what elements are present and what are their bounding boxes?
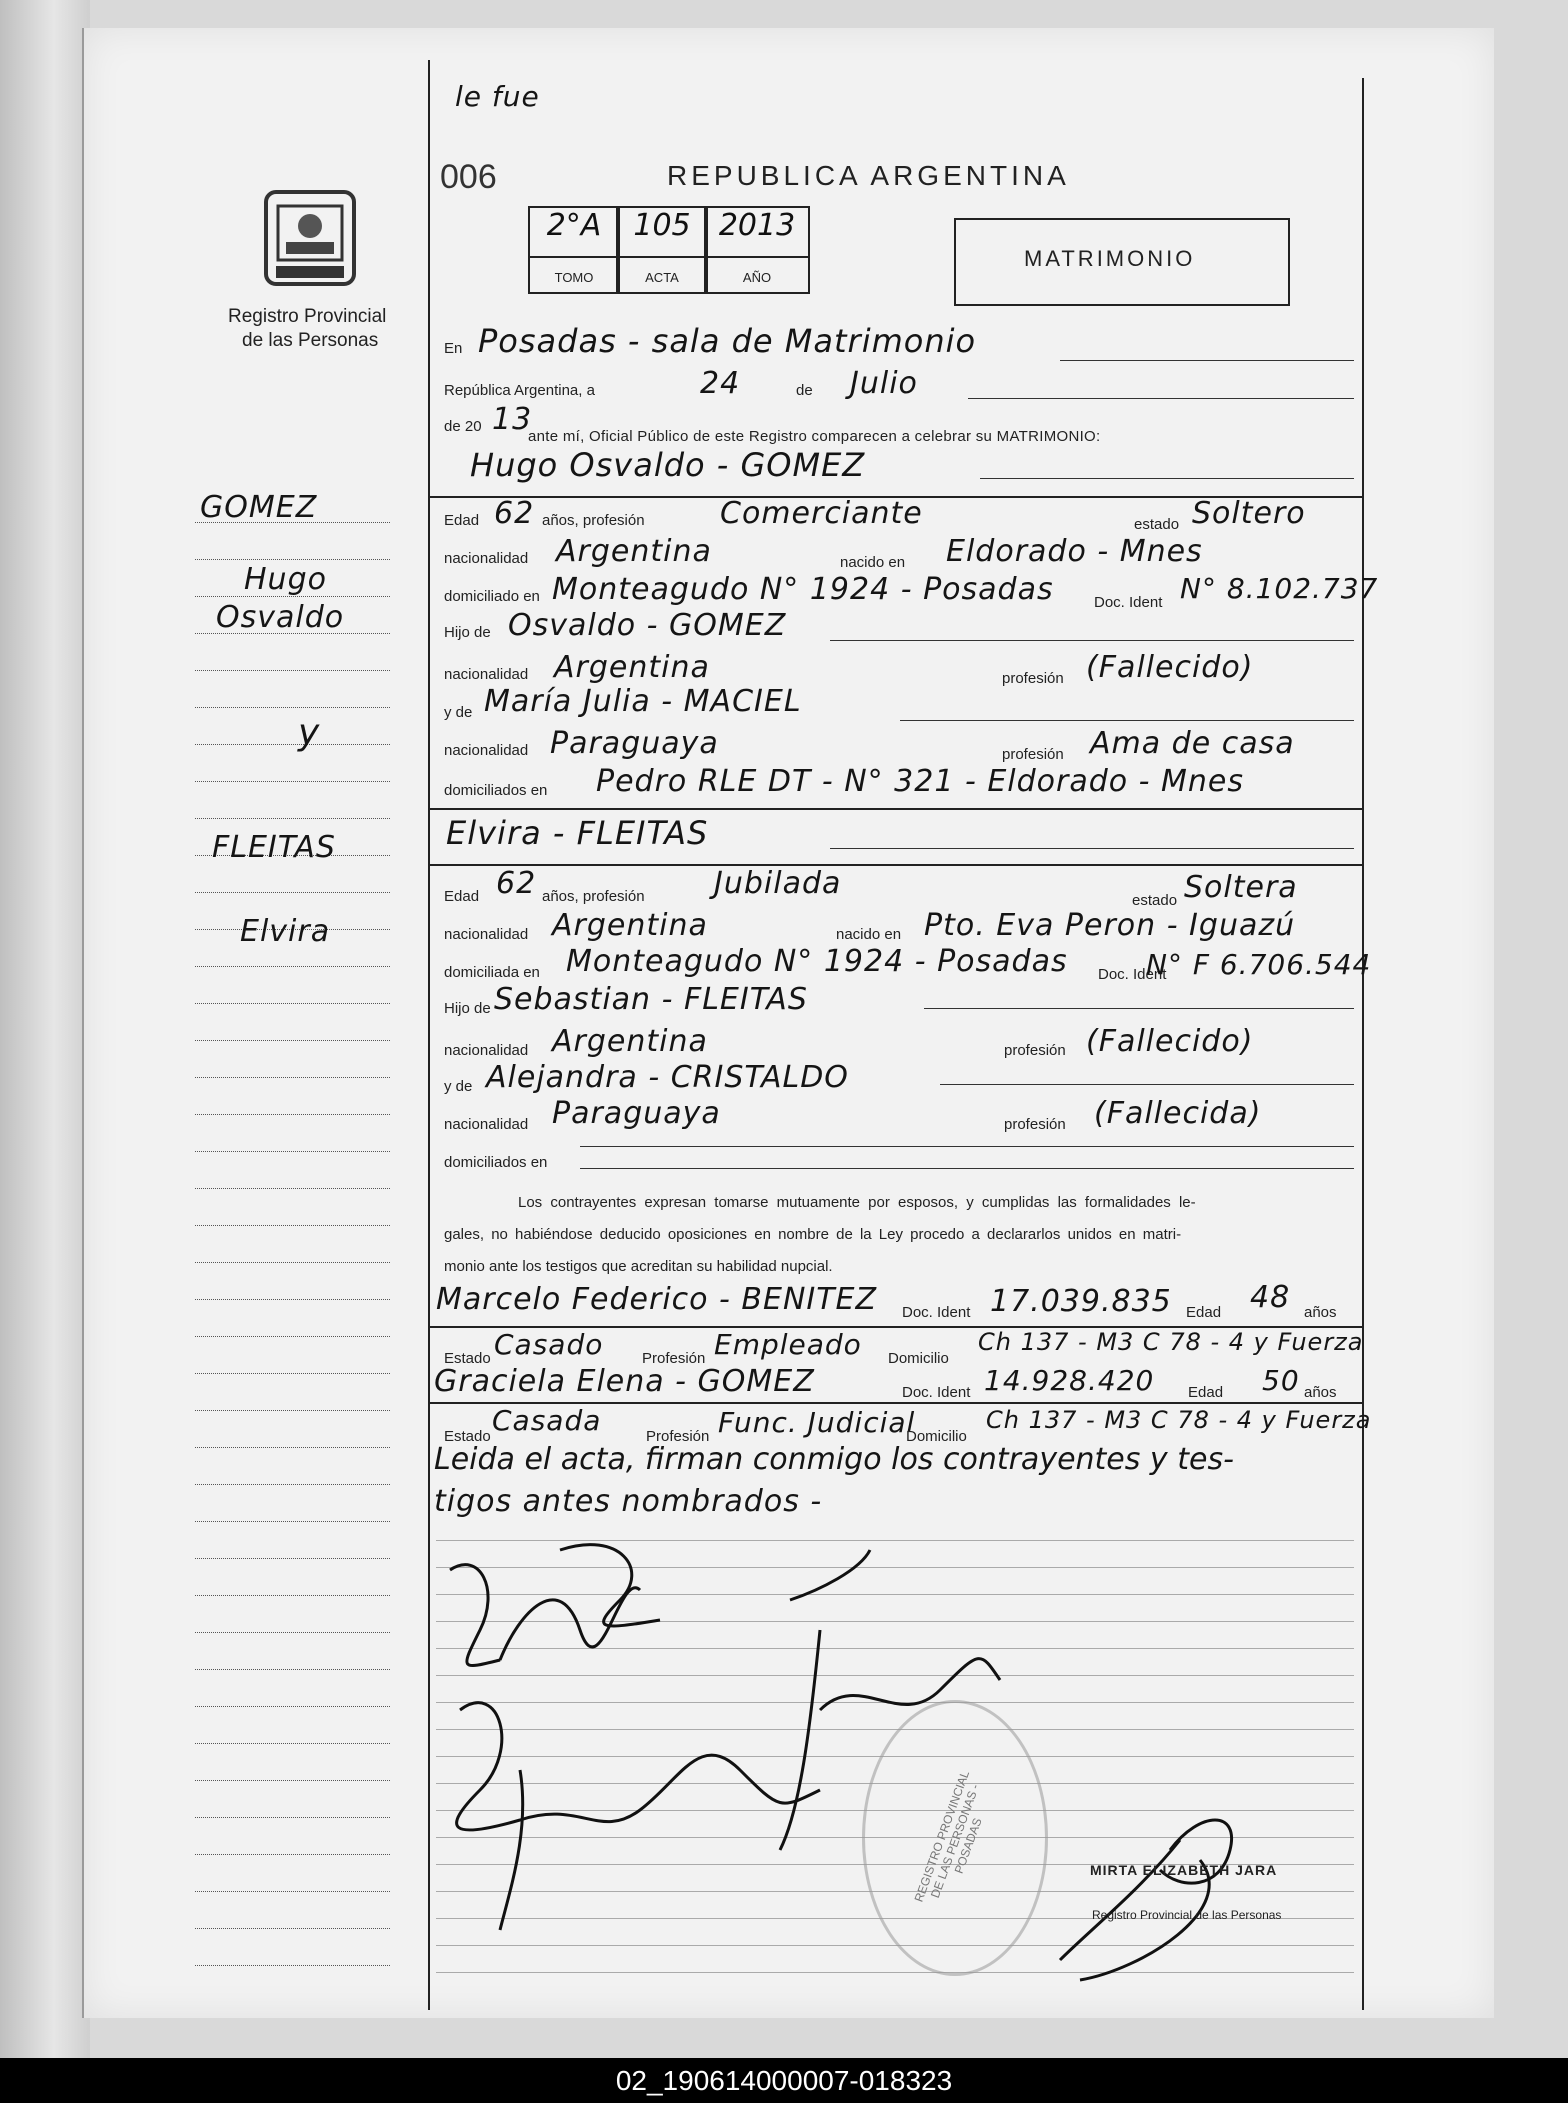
s2-madre-nac: Paraguaya xyxy=(552,1096,721,1131)
margin-dotted-line xyxy=(195,1521,390,1522)
de-label: de xyxy=(796,382,813,399)
en-label: En xyxy=(444,340,463,357)
margin-dotted-line xyxy=(195,1299,390,1300)
margin-dotted-line xyxy=(195,670,390,671)
w2-anios-label: años xyxy=(1304,1384,1337,1401)
s2-madre-line xyxy=(940,1084,1354,1085)
s2-domicilio: Monteagudo N° 1924 - Posadas xyxy=(566,944,1068,979)
w1-edad-label: Edad xyxy=(1186,1304,1222,1321)
acta-label: ACTA xyxy=(645,270,679,285)
s2-edad: 62 xyxy=(496,866,537,901)
margin-dotted-line xyxy=(195,1891,390,1892)
s1-yde-label: y de xyxy=(444,704,473,721)
province-seal-logo xyxy=(262,186,358,290)
formal-text-line2: gales, no habiéndose deducido oposiciones en nombre de la Ley procedo a declararlos unidos en matri- xyxy=(444,1226,1182,1243)
s2-padre-line xyxy=(924,1008,1354,1009)
margin-dotted-line xyxy=(195,1410,390,1411)
image-id-footer: 02_190614000007-018323 xyxy=(0,2058,1568,2103)
day: 24 xyxy=(700,366,741,401)
margin-name1b: Osvaldo xyxy=(216,600,345,635)
w2-prof-label: Profesión xyxy=(646,1428,710,1445)
s1-madre-nac-label: nacionalidad xyxy=(444,742,529,759)
w1-prof-label: Profesión xyxy=(642,1350,706,1367)
s1-padres-dom: Pedro RLE DT - N° 321 - Eldorado - Mnes xyxy=(596,764,1245,799)
margin-dotted-line xyxy=(195,1632,390,1633)
anio-label: AÑO xyxy=(742,270,772,285)
margin-dotted-line xyxy=(195,1262,390,1263)
s2-madre-prof-label: profesión xyxy=(1004,1116,1066,1133)
s1-profesion: Comerciante xyxy=(720,496,923,531)
s1-edad-label: Edad xyxy=(444,512,480,529)
country-title: REPUBLICA ARGENTINA xyxy=(667,160,1070,191)
s2-anios-prof-label: años, profesión xyxy=(542,888,645,905)
margin-dotted-line xyxy=(195,1817,390,1818)
w2-edad-label: Edad xyxy=(1188,1384,1224,1401)
margin-dotted-line xyxy=(195,1854,390,1855)
s1-estado: Soltero xyxy=(1192,496,1306,531)
margin-dotted-line xyxy=(195,1965,390,1966)
s1-hijo-label: Hijo de xyxy=(444,624,491,641)
s1-padre-line xyxy=(830,640,1354,641)
officer-name: MIRTA ELIZABETH JARA xyxy=(1090,1862,1278,1878)
place: Posadas - sala de Matrimonio xyxy=(478,322,977,360)
s2-doms-line2 xyxy=(580,1168,1354,1169)
registry-name-line2: de las Personas xyxy=(242,330,379,351)
s1-nacido: Eldorado - Mnes xyxy=(946,534,1203,569)
margin-dotted-line xyxy=(195,1003,390,1004)
s1-doms-label: domiciliados en xyxy=(444,782,548,799)
margin-dotted-line xyxy=(195,1373,390,1374)
margin-surname1: GOMEZ xyxy=(200,490,318,525)
s2-nac-label: nacionalidad xyxy=(444,926,529,943)
w2-edad: 50 xyxy=(1262,1364,1300,1397)
s1-nacido-label: nacido en xyxy=(840,554,906,571)
w1-profesion: Empleado xyxy=(714,1328,862,1361)
margin-dotted-line xyxy=(195,781,390,782)
s1-madre-prof-label: profesión xyxy=(1002,746,1064,763)
w1-domicilio: Ch 137 - M3 C 78 - 4 y Fuerza xyxy=(978,1328,1364,1356)
margin-surname2: FLEITAS xyxy=(212,830,336,865)
margin-dotted-line xyxy=(195,744,390,745)
s1-domicilio: Monteagudo N° 1924 - Posadas xyxy=(552,572,1054,607)
margin-dotted-line xyxy=(195,1928,390,1929)
margin-name2: Elvira xyxy=(240,914,331,949)
place-line xyxy=(1060,360,1354,361)
w2-estado: Casada xyxy=(492,1404,602,1437)
month-line xyxy=(968,398,1354,399)
s1-padre-prof: (Fallecido) xyxy=(1086,650,1254,685)
left-margin-rule xyxy=(428,60,430,2010)
margin-dotted-line xyxy=(195,1558,390,1559)
anio-cell xyxy=(704,206,810,258)
s2-madre: Alejandra - CRISTALDO xyxy=(486,1060,849,1095)
acta-value: 105 xyxy=(633,208,691,243)
margin-conj: y xyxy=(298,712,321,753)
rep-label: República Argentina, a xyxy=(444,382,595,399)
s2-padre-nac-label: nacionalidad xyxy=(444,1042,529,1059)
stamp-lettering: REGISTRO PROVINCIAL DE LAS PERSONAS - POSADAS xyxy=(911,1768,985,1904)
s2-padre-nac: Argentina xyxy=(552,1024,708,1059)
margin-dotted-line xyxy=(195,707,390,708)
witness2-name: Graciela Elena - GOMEZ xyxy=(434,1364,815,1399)
w1-edad: 48 xyxy=(1250,1280,1291,1315)
officer-title: Registro Provincial de las Personas xyxy=(1092,1908,1282,1922)
w2-dom-label: Domicilio xyxy=(906,1428,967,1445)
margin-dotted-line xyxy=(195,1780,390,1781)
margin-dotted-line xyxy=(195,1669,390,1670)
s1-edad: 62 xyxy=(494,496,535,531)
s1-madre-prof: Ama de casa xyxy=(1090,726,1295,761)
month: Julio xyxy=(850,366,918,401)
binder-edge xyxy=(0,0,90,2058)
closing-line2: tigos antes nombrados - xyxy=(434,1484,823,1519)
s2-nacido-label: nacido en xyxy=(836,926,902,943)
margin-dotted-line xyxy=(195,1484,390,1485)
s2-yde-label: y de xyxy=(444,1078,473,1095)
corner-note: le fue xyxy=(455,80,540,113)
registry-name-line1: Registro Provincial xyxy=(228,306,387,327)
s1-anios-prof-label: años, profesión xyxy=(542,512,645,529)
s2-profesion: Jubilada xyxy=(714,866,842,901)
w1-estado: Casado xyxy=(494,1328,604,1361)
s2-hijo-label: Hijo de xyxy=(444,1000,491,1017)
w2-estado-label: Estado xyxy=(444,1428,491,1445)
s2-nacido: Pto. Eva Peron - Iguazú xyxy=(924,908,1296,943)
w1-estado-label: Estado xyxy=(444,1350,491,1367)
s2-doms-line xyxy=(580,1146,1354,1147)
s1-padre-nac-label: nacionalidad xyxy=(444,666,529,683)
year-prefix: de 20 xyxy=(444,418,482,435)
margin-dotted-line xyxy=(195,1151,390,1152)
act-type: MATRIMONIO xyxy=(1024,246,1196,271)
formal-text-line1: Los contrayentes expresan tomarse mutuamente por esposos, y cumplidas las formalidades le- xyxy=(518,1194,1196,1211)
spouse1-bottom-rule xyxy=(428,808,1362,810)
w2-domicilio: Ch 137 - M3 C 78 - 4 y Fuerza xyxy=(986,1406,1372,1434)
s2-dom-label: domiciliada en xyxy=(444,964,540,981)
s2-madre-prof: (Fallecida) xyxy=(1094,1096,1262,1131)
margin-dotted-line xyxy=(195,892,390,893)
margin-dotted-line xyxy=(195,1706,390,1707)
s1-madre-nac: Paraguaya xyxy=(550,726,719,761)
s2-estado: Soltera xyxy=(1184,870,1298,905)
witness1-name: Marcelo Federico - BENITEZ xyxy=(436,1282,878,1317)
formal-text-line3: monio ante los testigos que acreditan su habilidad nupcial. xyxy=(444,1258,833,1275)
s1-doc: N° 8.102.737 xyxy=(1180,572,1379,605)
tomo-label: TOMO xyxy=(554,270,594,285)
year-suffix: 13 xyxy=(492,402,533,437)
s2-doms-label: domiciliados en xyxy=(444,1154,548,1171)
w2-profesion: Func. Judicial xyxy=(718,1406,916,1439)
s2-padre-prof: (Fallecido) xyxy=(1086,1024,1254,1059)
s1-madre: María Julia - MACIEL xyxy=(484,684,802,719)
s2-estado-label: estado xyxy=(1132,892,1178,909)
right-margin-rule xyxy=(1362,78,1364,2010)
margin-dotted-line xyxy=(195,1077,390,1078)
s1-estado-label: estado xyxy=(1134,516,1180,533)
acta-cell xyxy=(616,206,708,258)
w1-doc-label: Doc. Ident xyxy=(902,1304,971,1321)
spouse2-name: Elvira - FLEITAS xyxy=(446,814,709,852)
margin-dotted-line xyxy=(195,818,390,819)
s2-edad-label: Edad xyxy=(444,888,480,905)
margin-dotted-line xyxy=(195,1743,390,1744)
s1-madre-line xyxy=(900,720,1354,721)
margin-dotted-line xyxy=(195,1114,390,1115)
anio-value: 2013 xyxy=(718,208,796,243)
tomo-cell xyxy=(528,206,620,258)
s1-nacionalidad: Argentina xyxy=(556,534,712,569)
margin-dotted-line xyxy=(195,1225,390,1226)
s2-padre-prof-label: profesión xyxy=(1004,1042,1066,1059)
margin-dotted-line xyxy=(195,1595,390,1596)
s1-padre: Osvaldo - GOMEZ xyxy=(508,608,787,643)
margin-dotted-line xyxy=(195,966,390,967)
s2-padre: Sebastian - FLEITAS xyxy=(494,982,808,1017)
spouse2-top-rule xyxy=(428,864,1362,866)
w1-dom-label: Domicilio xyxy=(888,1350,949,1367)
w2-doc-label: Doc. Ident xyxy=(902,1384,971,1401)
s2-madre-nac-label: nacionalidad xyxy=(444,1116,529,1133)
margin-name1a: Hugo xyxy=(244,562,327,597)
spouse1-name-line xyxy=(980,478,1354,479)
w1-anios-label: años xyxy=(1304,1304,1337,1321)
spouse1-name: Hugo Osvaldo - GOMEZ xyxy=(470,446,866,484)
s2-doc-label: Doc. Ident xyxy=(1098,966,1167,983)
margin-dotted-line xyxy=(195,559,390,560)
tomo-value: 2°A xyxy=(546,208,602,243)
s1-padre-nac: Argentina xyxy=(554,650,710,685)
statement: ante mí, Oficial Público de este Registro comparecen a celebrar su MATRIMONIO: xyxy=(528,428,1101,445)
s1-doc-label: Doc. Ident xyxy=(1094,594,1163,611)
w1-doc: 17.039.835 xyxy=(990,1284,1172,1319)
s2-nacionalidad: Argentina xyxy=(552,908,708,943)
spouse2-name-line xyxy=(830,848,1354,849)
s1-dom-label: domiciliado en xyxy=(444,588,540,605)
margin-dotted-line xyxy=(195,1447,390,1448)
closing-line1: Leida el acta, firman conmigo los contrayentes y tes- xyxy=(434,1442,1234,1477)
w2-doc: 14.928.420 xyxy=(984,1364,1155,1397)
margin-dotted-line xyxy=(195,1040,390,1041)
act-number: 006 xyxy=(440,158,497,196)
s2-doc: N° F 6.706.544 xyxy=(1146,948,1372,981)
s1-nac-label: nacionalidad xyxy=(444,550,529,567)
margin-dotted-line xyxy=(195,1188,390,1189)
s1-padre-prof-label: profesión xyxy=(1002,670,1064,687)
margin-dotted-line xyxy=(195,1336,390,1337)
